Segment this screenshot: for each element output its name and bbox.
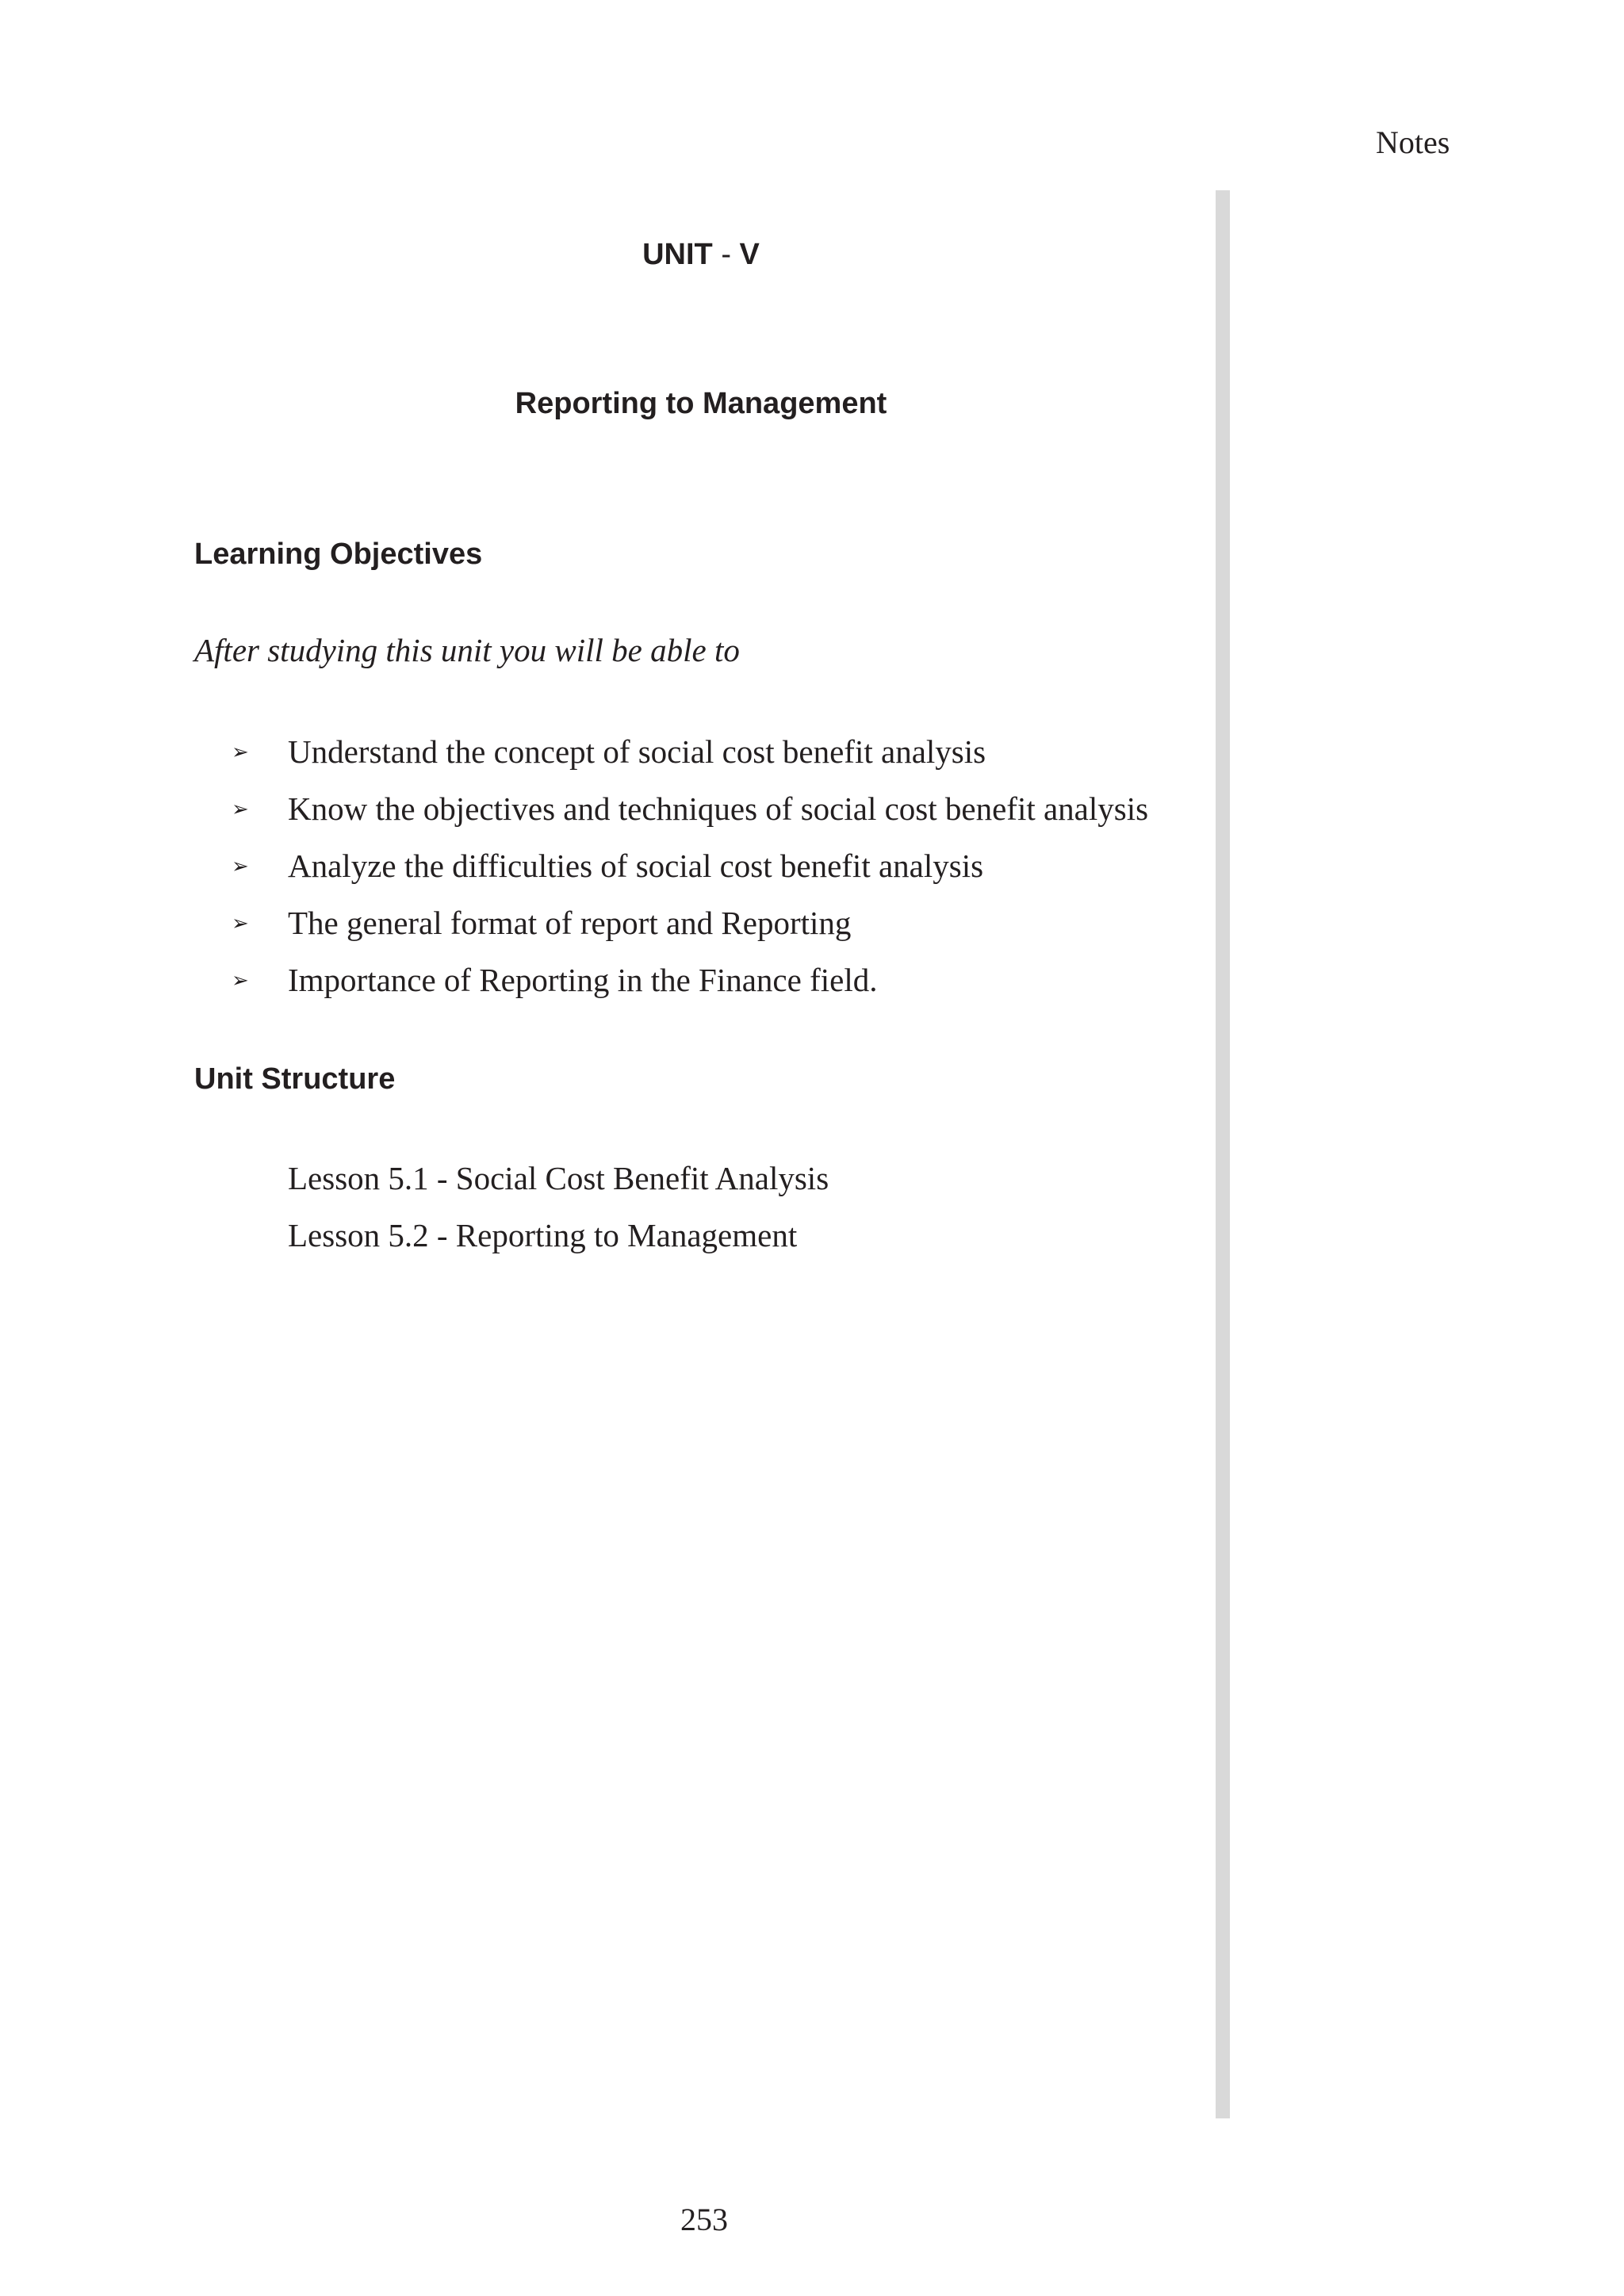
- page-number: 253: [680, 2202, 728, 2237]
- learning-objectives-heading: Learning Objectives: [194, 538, 483, 571]
- unit-title: [0, 239, 1402, 270]
- unit-structure-list: [288, 1154, 829, 1269]
- unit-structure-heading: Unit Structure: [194, 1062, 396, 1096]
- arrow-bullet-icon: ➢: [232, 969, 249, 992]
- objective-text: The general format of report and Reporting: [288, 905, 852, 941]
- arrow-bullet-icon: ➢: [232, 912, 249, 935]
- lesson-item: Lesson 5.1 - Social Cost Benefit Analysis: [288, 1160, 829, 1196]
- objective-text: Analyze the difficulties of social cost benefit analysis: [288, 848, 984, 884]
- unit-number: V: [739, 238, 760, 271]
- objective-text: Know the objectives and techniques of social cost benefit analysis: [288, 790, 1149, 827]
- arrow-bullet-icon: ➢: [232, 798, 249, 821]
- learning-objectives-intro: After studying this unit you will be able to: [194, 632, 740, 668]
- objective-text: Understand the concept of social cost benefit analysis: [288, 733, 986, 770]
- unit-separator: -: [721, 238, 731, 271]
- lesson-item: Lesson 5.2 - Reporting to Management: [288, 1217, 798, 1253]
- notes-margin-divider: [1216, 190, 1230, 2118]
- unit-word: UNIT: [642, 238, 713, 271]
- arrow-bullet-icon: ➢: [232, 740, 249, 763]
- notes-margin-label: Notes: [1376, 124, 1450, 160]
- arrow-bullet-icon: ➢: [232, 855, 249, 878]
- objective-text: Importance of Reporting in the Finance field.: [288, 962, 878, 998]
- unit-subtitle: Reporting to Management: [515, 387, 887, 420]
